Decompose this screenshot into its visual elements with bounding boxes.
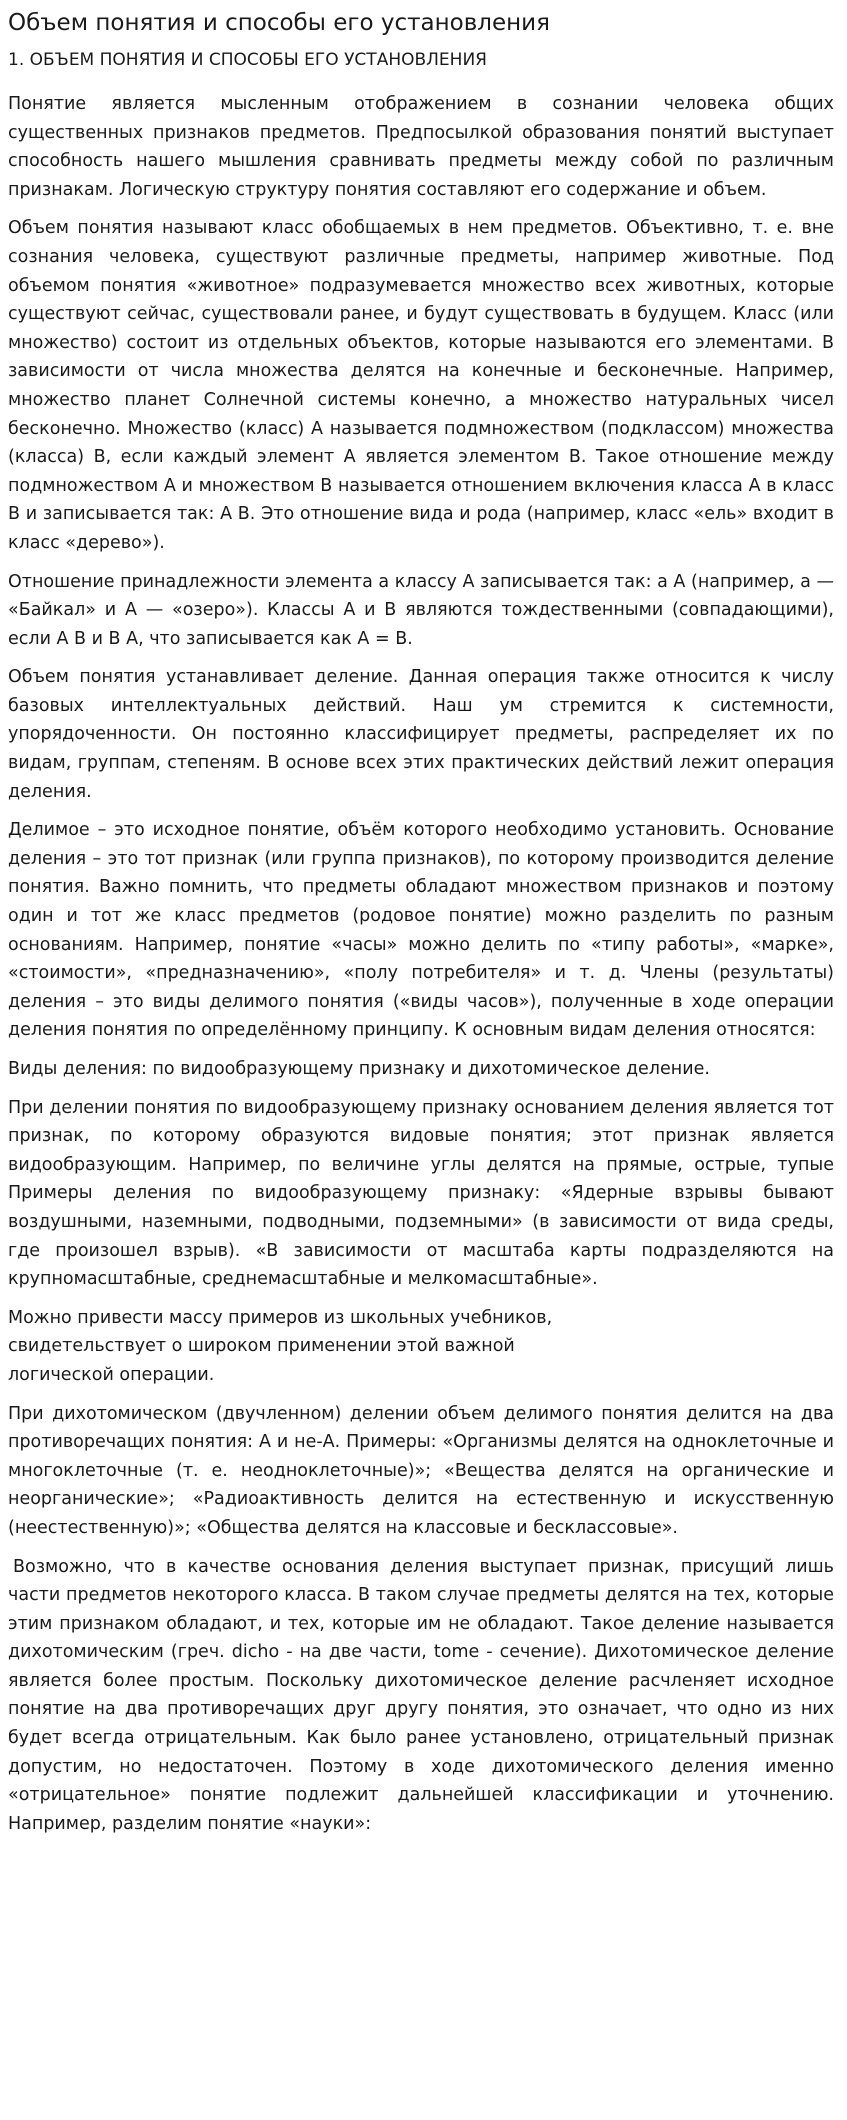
paragraph-membership-relation: Отношение принадлежности элемента а классу А записывается так: а А (например, а — «Байкал» и А — «озеро»). Классы А и В являются тождественными (совпадающими), если А В и В А, что записывается как А = В. [8,571,834,649]
paragraph-division-terms: Делимое – это исходное понятие, объём которого необходимо установить. Основание деления – это тот признак (или группа признаков), по которому производится деление понятия. Важно помнить, что предметы обладают множеством признаков и поэтому один и тот же класс предметов (родовое понятие) можно разделить по разным основаниям. Например, понятие «часы» можно делить по «типу работы», «марке», «стоимости», «предназначению», «полу потребителя» и т. д. Члены (результаты) деления – это виды делимого понятия («виды часов»), полученные в ходе операции деления понятия по определённому принципу. К основным видам деления относятся: [8,820,834,1041]
paragraph-dichotomous-details: Возможно, что в качестве основания деления выступает признак, присущий лишь части предметов некоторого класса. В таком случае предметы делятся на тех, которые этим признаком обладают, и тех, которые им не обладают. Такое деление называется дихотомическим (греч. dicho - на две части, tome - сечение). Дихотомическое деление является более простым. Поскольку дихотомическое деление расчленяет исходное понятие на два противоречащих друг другу понятия, это означает, что одно из них будет всегда отрицательным. Как было ранее установлено, отрицательный признак допустим, но недостаточен. Поэтому в ходе дихотомического деления именно «отрицательное» понятие подлежит дальнейшей классификации и уточнению. Например, разделим понятие «науки»: [8,1556,834,1834]
paragraph-division-operation: Объем понятия устанавливает деление. Данная операция также относится к числу базовых интеллектуальных действий. Наш ум стремится к системности, упорядоченности. Он постоянно классифицирует предметы, распределяет их по видам, группам, степеням. В основе всех этих практических действий лежит операция деления. [8,667,834,802]
paragraph-species-division: При делении понятия по видообразующему признаку основанием деления является тот признак, по которому образуются видовые понятия; этот признак является видообразующим. Например, по величине углы делятся на прямые, острые, тупые Примеры деления по видообразующему признаку: «Ядерные взрывы бывают воздушными, наземными, подводными, подземными» (в зависимости от вида среды, где произошел взрыв). «В зависимости от масштаба карты подразделяются на крупномасштабные, среднемасштабные и мелкомасштабные». [8,1097,834,1290]
paragraph-division-types: Виды деления: по видообразующему признаку и дихотомическое деление. [8,1059,710,1079]
page-title: Объем понятия и способы его установления [8,10,550,36]
paragraph-concept-scope: Объем понятия называют класс обобщаемых в нем предметов. Объективно, т. е. вне сознания человека, существуют различные предметы, например животные. Под объемом понятия «животное» подразумевается множество всех животных, которые существуют сейчас, существовали ранее, и будут существовать в будущем. Класс (или множество) состоит из отдельных объектов, которые называются его элементами. В зависимости от числа множества делятся на конечные и бесконечные. Например, множество планет Солнечной системы конечно, а множество натуральных чисел бесконечно. Множество (класс) А называется подмножеством (подклассом) множества (класса) В, если каждый элемент А является элементом В. Такое отношение между подмножеством А и множеством В называется отношением включения класса А в класс В и записывается так: А В. Это отношение вида и рода (например, класс «ель» входит в класс «дерево»). [8,218,834,553]
section-heading: 1. ОБЪЕМ ПОНЯТИЯ И СПОСОБЫ ЕГО УСТАНОВЛЕНИЯ [8,50,487,70]
paragraph-concept-definition: Понятие является мысленным отображением в сознании человека общих существенных признаков предметов. Предпосылкой образования понятий выступает способность нашего мышления сравнивать предметы между собой по различным признакам. Логическую структуру понятия составляют его содержание и объем. [8,94,834,200]
paragraph-textbook-examples: Можно привести массу примеров из школьных учебников, свидетельствует о широком применении этой важной логической операции. [8,1307,553,1385]
paragraph-dichotomous-division: При дихотомическом (двучленном) делении объем делимого понятия делится на два противоречащих понятия: А и не-А. Примеры: «Организмы делятся на одноклеточные и многоклеточные (т. е. неодноклеточные)»; «Вещества делятся на органические и неорганические»; «Радиоактивность делится на естественную и искусственную (неестественную)»; «Общества делятся на классовые и бесклассовые». [8,1403,834,1538]
